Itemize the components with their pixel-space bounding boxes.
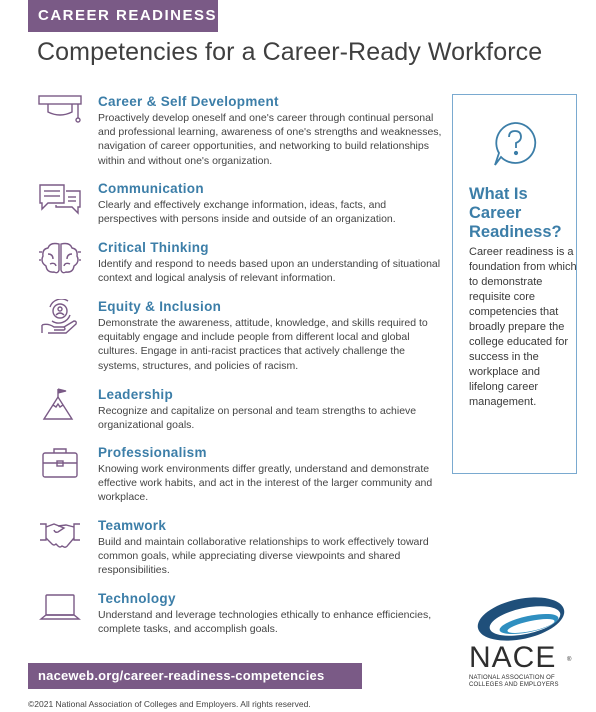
competency-description: Understand and leverage technologies ethically to enhance efficiencies, complete tasks, and accomplish goals. — [98, 609, 432, 636]
section-banner: CAREER READINESS — [28, 0, 218, 32]
logo-subtitle-line1: NATIONAL ASSOCIATION OF — [469, 675, 555, 681]
competency-name: Career & Self Development — [98, 94, 279, 109]
competency-description: Build and maintain collaborative relationships to work effectively toward common goals, while appreciating diverse viewpoints and shared responsibilities. — [98, 536, 429, 577]
sidebar-heading: What Is Career Readiness? — [469, 185, 562, 241]
competency-name: Critical Thinking — [98, 240, 209, 255]
copyright-notice: ©2021 National Association of Colleges and Employers. All rights reserved. — [28, 699, 311, 709]
registered-mark: ® — [567, 657, 572, 663]
graduation-cap-icon — [38, 94, 82, 130]
brain-icon — [38, 240, 82, 276]
competency-name: Teamwork — [98, 518, 167, 533]
competency-description: Identify and respond to needs based upon an understanding of situational context and logical analysis of relevant information. — [98, 258, 441, 285]
competency-name: Leadership — [98, 387, 174, 402]
website-url-link[interactable]: naceweb.org/career-readiness-competencies — [28, 663, 362, 689]
what-is-career-readiness-box — [452, 94, 577, 474]
competency-name: Communication — [98, 181, 204, 196]
nace-swoosh-icon — [463, 595, 583, 645]
logo-wordmark: NACE — [469, 641, 557, 674]
briefcase-icon — [38, 445, 82, 481]
question-bubble-icon — [491, 119, 539, 169]
handshake-icon — [38, 518, 82, 554]
nace-logo — [463, 595, 583, 695]
competency-description: Recognize and capitalize on personal and team strengths to achieve organizational goals. — [98, 405, 417, 432]
logo-subtitle — [469, 675, 559, 689]
competency-name: Technology — [98, 591, 176, 606]
competency-description: Knowing work environments differ greatly, understand and demonstrate effective work habits, and act in the interest of the larger community and workplace. — [98, 463, 433, 504]
hands-globe-icon — [38, 299, 82, 335]
competency-name: Professionalism — [98, 445, 207, 460]
laptop-icon — [38, 591, 82, 627]
competency-description: Clearly and effectively exchange information, ideas, facts, and perspectives with persons inside and outside of an organization. — [98, 199, 396, 226]
speech-bubbles-icon — [38, 181, 82, 217]
competency-description: Demonstrate the awareness, attitude, knowledge, and skills required to equitably engage and include people from different local and global cultures. Engage in anti-racist practices that actively challenge the systems, structures, and policies of racism. — [98, 317, 428, 372]
page-title: Competencies for a Career-Ready Workforce — [37, 38, 543, 66]
competency-name: Equity & Inclusion — [98, 299, 222, 314]
sidebar-body: Career readiness is a foundation from which to demonstrate requisite core competencies that broadly prepare the college educated for success in the workplace and lifelong career management. — [469, 246, 577, 408]
logo-subtitle-line2: COLLEGES AND EMPLOYERS — [469, 682, 559, 688]
mountain-flag-icon — [38, 387, 82, 423]
competency-description: Proactively develop oneself and one's career through continual personal and professional learning, awareness of one's strengths and weaknesses, navigation of career opportunities, and networking to build relationships within and without one's organization. — [98, 112, 442, 167]
